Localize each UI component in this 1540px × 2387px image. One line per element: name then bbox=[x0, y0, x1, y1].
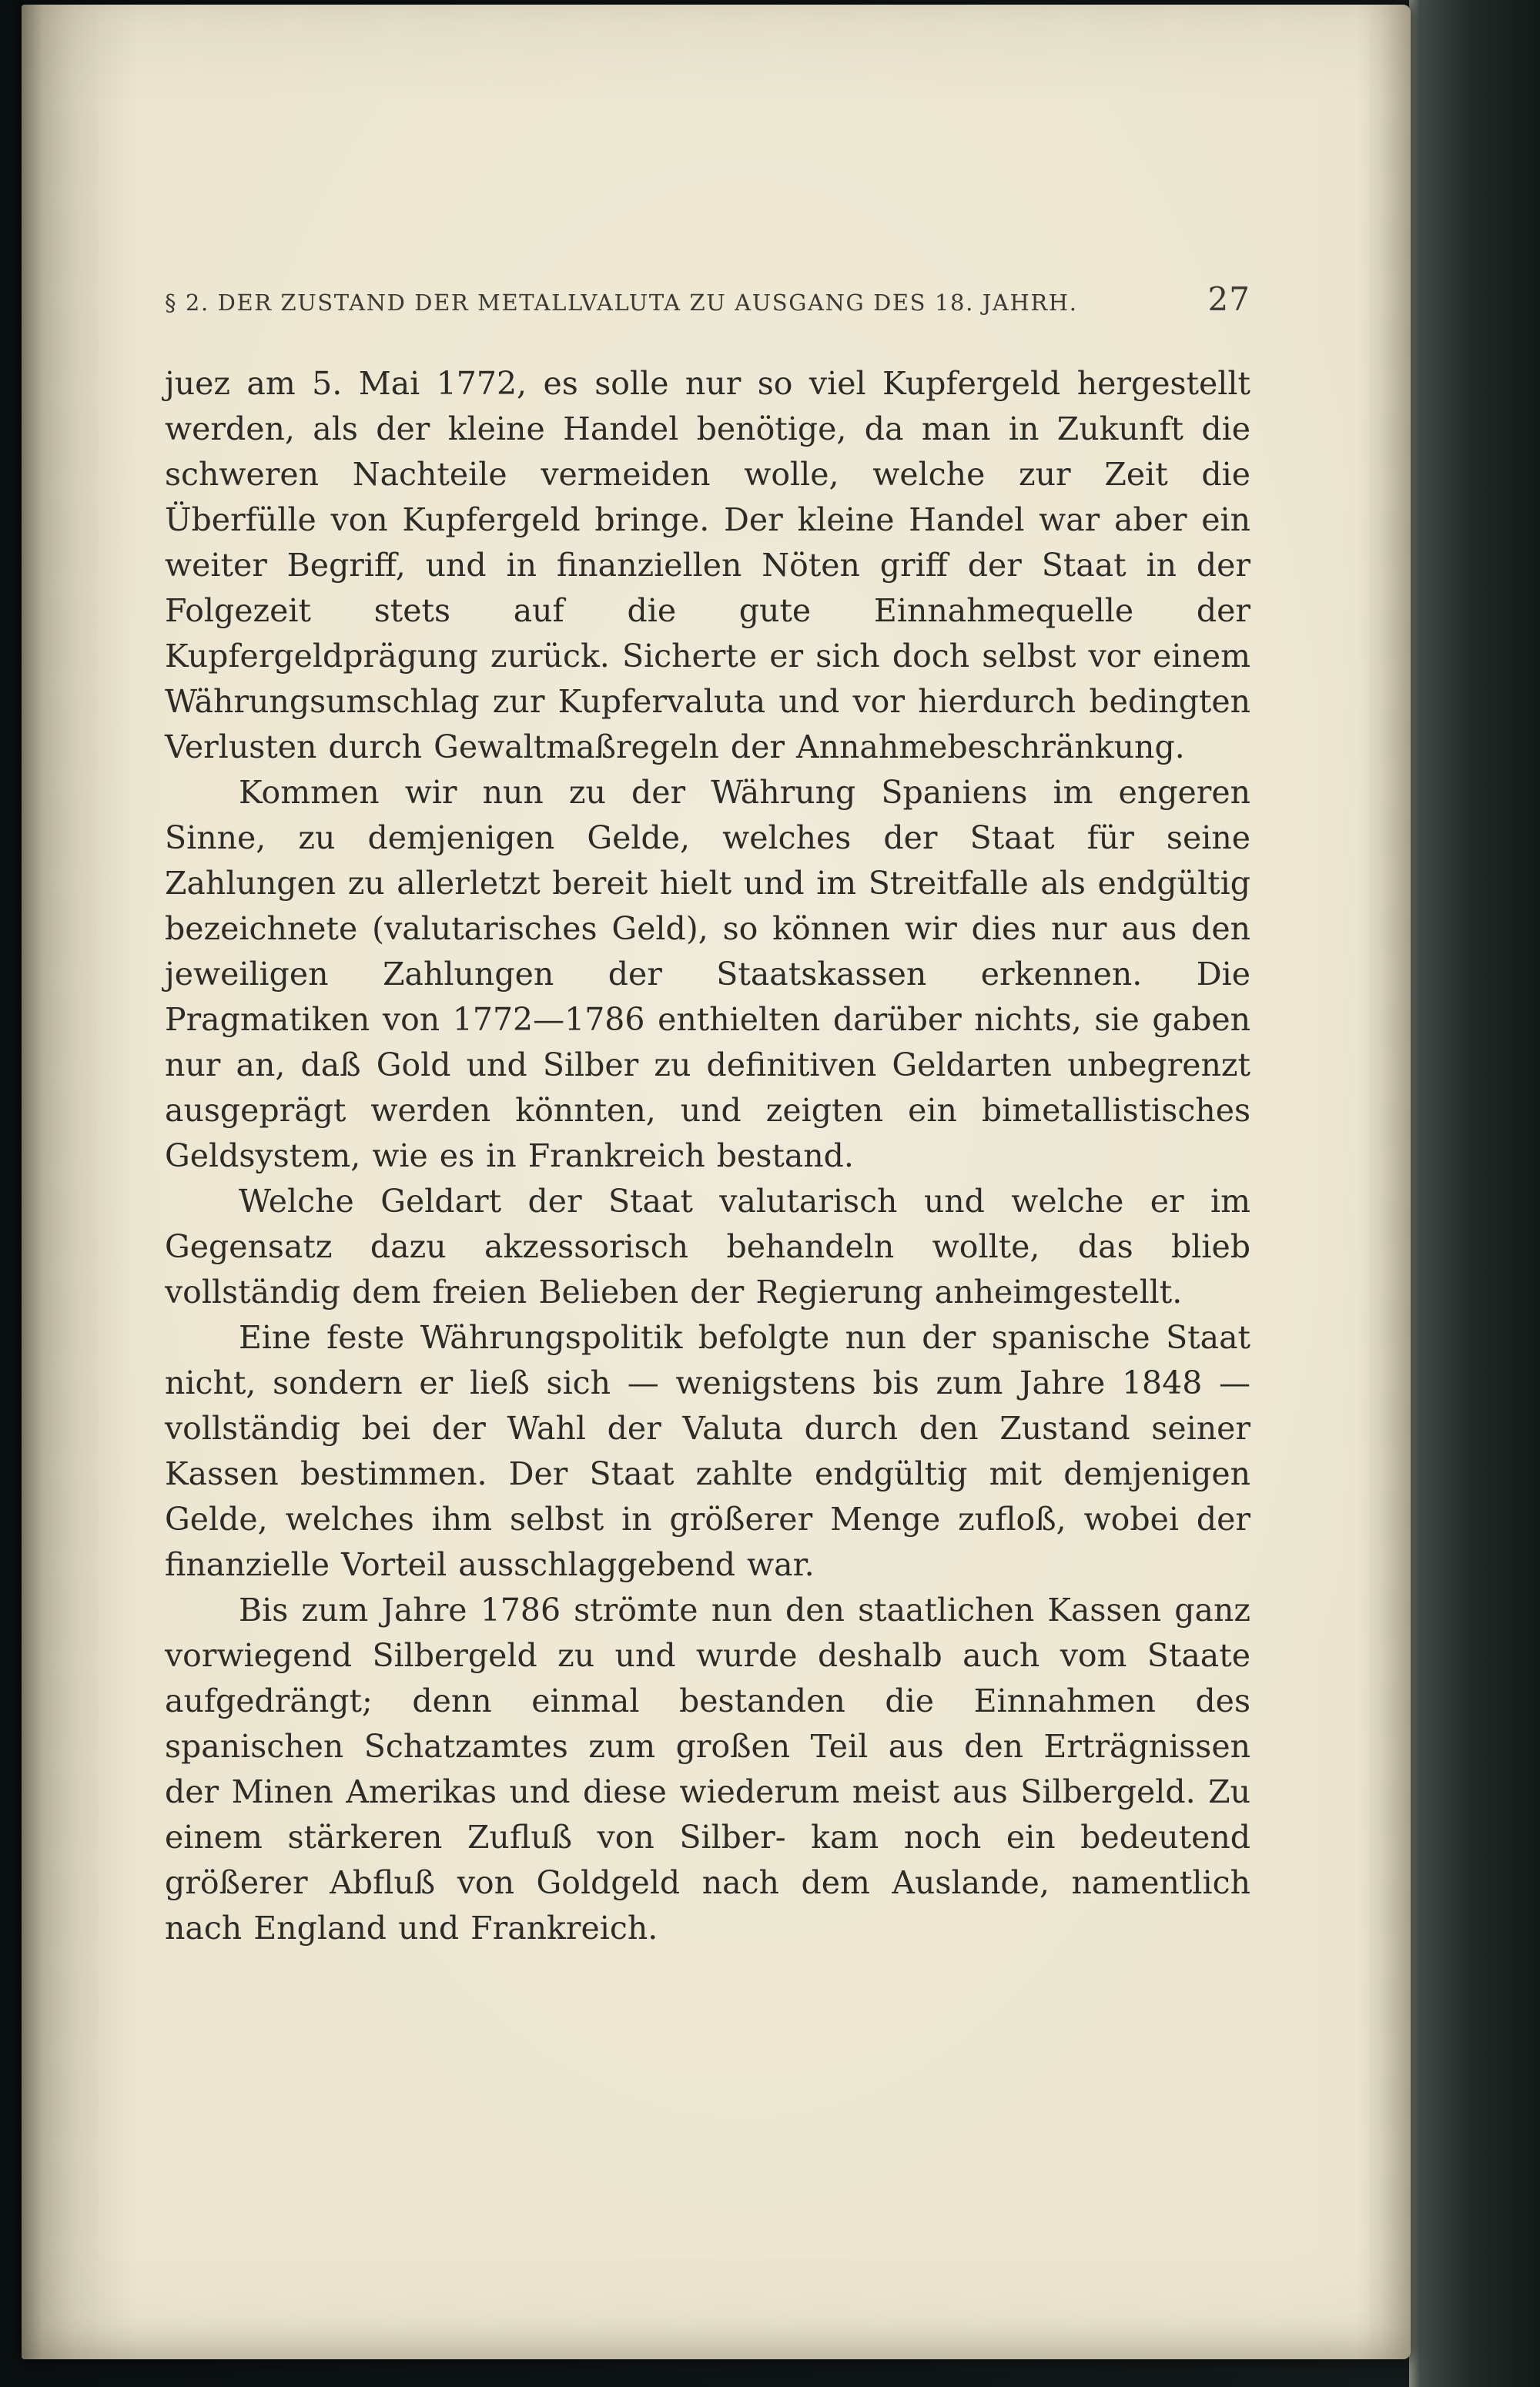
paragraph: Bis zum Jahre 1786 strömte nun den staatlichen Kassen ganz vorwiegend Silbergeld zu und wurde deshalb auch vom Staate aufgedrängt; denn einmal bestanden die Einnahmen des spanischen Schatzamtes zum großen Teil aus den Erträgnissen der Minen Amerikas und diese wiederum meist aus Silbergeld. Zu einem stärkeren Zufluß von Silber- kam noch ein bedeutend größerer Abfluß von Goldgeld nach dem Auslande, namentlich nach England und Frankreich. bbox=[165, 1592, 1250, 1947]
running-header bbox=[165, 280, 1250, 318]
page-number: 27 bbox=[1207, 280, 1250, 318]
paragraph: Eine feste Währungspolitik befolgte nun der spanische Staat nicht, sondern er ließ sich — wenigstens bis zum Jahre 1848 — vollständig bei der Wahl der Valuta durch den Zustand seiner Kassen bestimmen. Der Staat zahlte endgültig mit demjenigen Gelde, welches ihm selbst in größerer Menge zufloß, wobei der finanzielle Vorteil ausschlaggebend war. bbox=[165, 1319, 1250, 1583]
binding-gutter-shadow bbox=[22, 5, 137, 2359]
paragraph: juez am 5. Mai 1772, es solle nur so viel Kupfergeld hergestellt werden, als der kleine Handel benötige, da man in Zukunft die schweren Nachteile vermeiden wolle, welche zur Zeit die Überfülle von Kupfergeld bringe. Der kleine Handel war aber ein weiter Begriff, und in finanziellen Nöten griff der Staat in der Folgezeit stets auf die gute Einnahmequelle der Kupfergeldprägung zurück. Sicherte er sich doch selbst vor einem Währungsumschlag zur Kupfervaluta und vor hierdurch bedingten Verlusten durch Gewaltmaßregeln der Annahmebeschränkung. bbox=[165, 365, 1250, 765]
book-page bbox=[22, 5, 1411, 2359]
paragraph: Welche Geldart der Staat valutarisch und welche er im Gegensatz dazu akzessorisch behandeln wollte, das blieb vollständig dem freien Belieben der Regierung anheimgestellt. bbox=[165, 1183, 1250, 1311]
book-fore-edge bbox=[1409, 0, 1540, 2387]
page-edge-shadow bbox=[1357, 5, 1411, 2359]
chapter-heading: § 2. DER ZUSTAND DER METALLVALUTA ZU AUSGANG DES 18. JAHRH. bbox=[165, 290, 1078, 316]
paragraph: Kommen wir nun zu der Währung Spaniens im engeren Sinne, zu demjenigen Gelde, welches der Staat für seine Zahlungen zu allerletzt bereit hielt und im Streitfalle als endgültig bezeichnete (valutarisches Geld), so können wir dies nur aus den jeweiligen Zahlungen der Staatskassen erkennen. Die Pragmatiken von 1772—1786 enthielten darüber nichts, sie gaben nur an, daß Gold und Silber zu definitiven Geldarten unbegrenzt ausgeprägt werden könnten, und zeigten ein bimetallistisches Geldsystem, wie es in Frankreich bestand. bbox=[165, 774, 1250, 1174]
page-content bbox=[165, 280, 1250, 1951]
body-text bbox=[165, 361, 1250, 1951]
